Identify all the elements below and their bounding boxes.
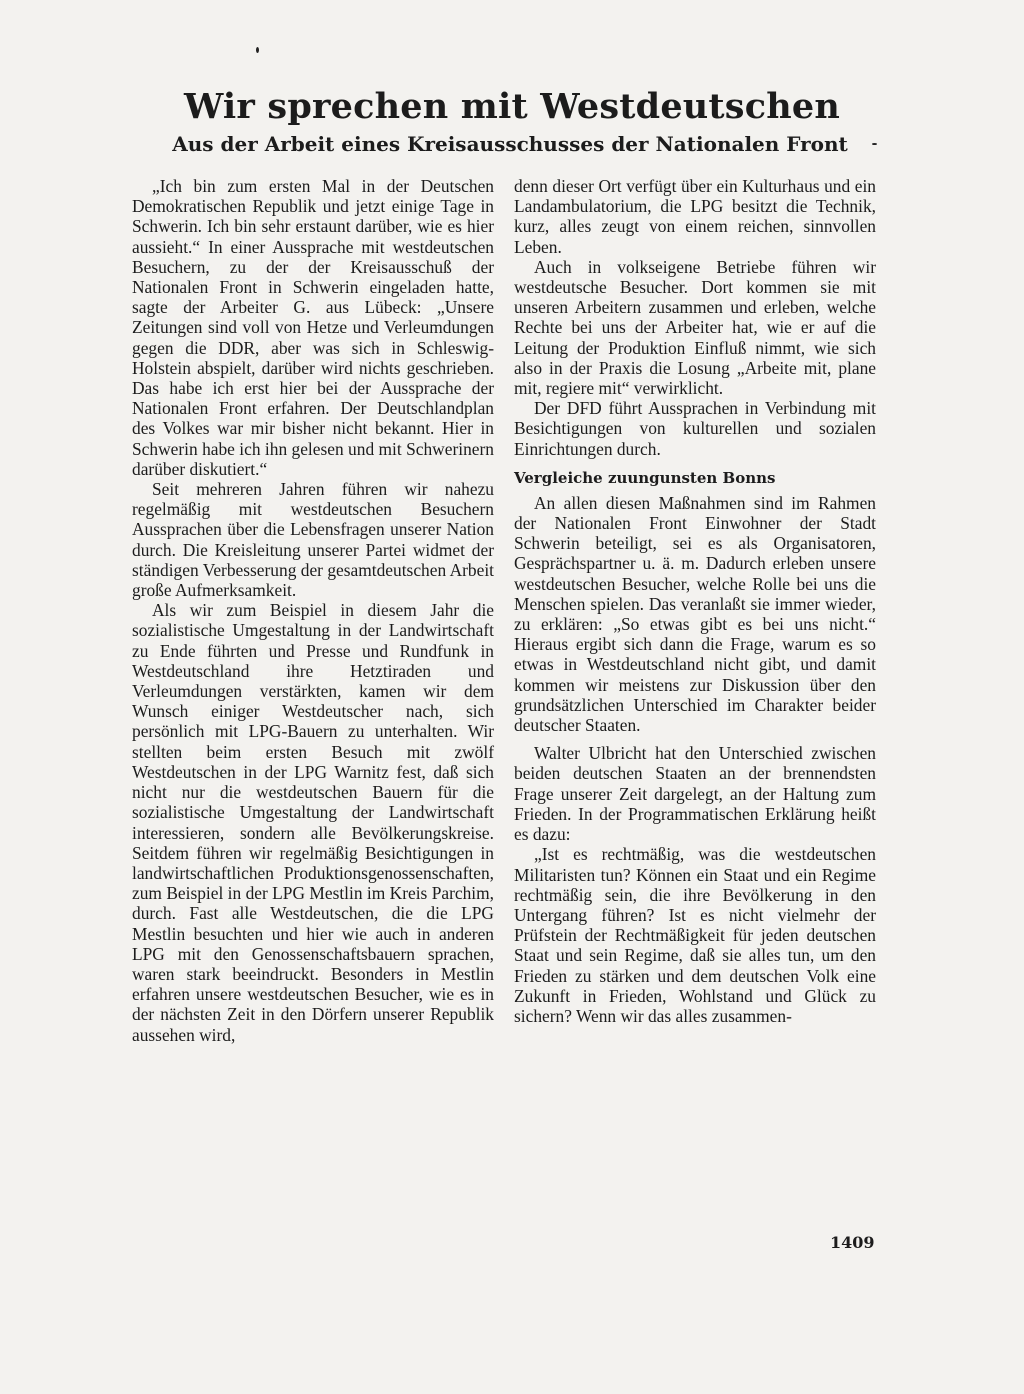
article-subtitle: Aus der Arbeit eines Kreisausschusses der Nationalen Front [172,132,848,156]
print-speck [872,143,877,145]
paragraph: „Ist es rechtmäßig, was die westdeutschen Militaristen tun? Können ein Staat und ein Regime rechtmäßig sein, die ihre Bevölkerung in den Untergang führen? Ist es nicht vielmehr der Prüfstein der Rechtmäßigkeit für jeden deutschen Staat und sein Regime, daß sie alles tun, um den Frieden zu stärken und dem deutschen Volk eine Zukunft in Frieden, Wohlstand und Glück zu sichern? Wenn wir das alles zusammen- [514,844,876,1026]
paragraph: Auch in volkseigene Betriebe führen wir westdeutsche Besucher. Dort kommen sie mit unseren Arbeitern zusammen und erleben, welche Rechte bei uns der Arbeiter hat, wie er auf die Leitung der Produktion Einfluß nimmt, wie sich also in der Praxis die Losung „Arbeite mit, plane mit, regiere mit“ verwirklicht. [514,256,876,399]
paragraph: An allen diesen Maßnahmen sind im Rahmen der Nationalen Front Einwohner der Stadt Schwerin beteiligt, sei es als Organisatoren, Gesprächspartner u. ä. m. Dadurch erleben unsere westdeutschen Besucher, welche Rolle bei uns die Menschen spielen. Das veranlaßt sie immer wieder, zu erklären: „So etwas gibt es bei uns nicht.“ Hieraus ergibt sich dann die Frage, warum es so etwas in Westdeutschland nicht gibt, und damit kommen wir meistens zur Diskussion über den grundsätzlichen Unterschied im Charakter beider deutscher Staaten. [514,492,876,736]
article-title: Wir sprechen mit Westdeutschen [184,86,840,127]
paragraph: Walter Ulbricht hat den Unterschied zwischen beiden deutschen Staaten an der brennendsten Frage unserer Zeit dargelegt, an der Haltung zum Frieden. In der Programmatischen Erklärung heißt es dazu: [514,743,876,845]
paragraph: „Ich bin zum ersten Mal in der Deutschen Demokratischen Republik und jetzt einige Tage in Schwerin. Ich bin sehr erstaunt darüber, wie es hier aussieht.“ In einer Aussprache mit westdeutschen Besuchern, zu der der Kreisausschuß der Nationalen Front in Schwerin eingeladen hatte, sagte der Arbeiter G. aus Lübeck: „Unsere Zeitungen sind voll von Hetze und Verleumdungen gegen die DDR, aber was sich in Schleswig-Holstein abspielt, darüber wird nichts geschrieben. Das habe ich erst hier bei der Aussprache der Nationalen Front erfahren. Der Deutschlandplan des Volkes war mir bisher nicht bekannt. Hier in Schwerin habe ich ihn gelesen und mit Schwerinern darüber diskutiert.“ [132,176,494,479]
paragraph: Der DFD führt Aussprachen in Verbindung mit Besichtigungen von kulturellen und sozialen Einrichtungen durch. [514,398,876,459]
paragraph: denn dieser Ort verfügt über ein Kulturhaus und ein Landambulatorium, die LPG besitzt die Technik, kurz, alles zeugt von einem reichen, sinnvollen Leben. [514,176,876,257]
paragraph: Als wir zum Beispiel in diesem Jahr die sozialistische Umgestaltung in der Landwirtschaft zu Ende führten und Presse und Rundfunk in Westdeutschland ihre Hetztiraden und Verleumdungen verstärkten, kamen wir dem Wunsch einiger Westdeutscher nach, sich persönlich mit LPG-Bauern zu unterhalten. Wir stellten beim ersten Besuch mit zwölf Westdeutschen in der LPG Warnitz fest, daß sich nicht nur die westdeutschen Bauern für die sozialistische Umgestaltung der Landwirtschaft interessieren, sondern alle Bevölkerungskreise. Seitdem führen wir regelmäßig Besichtigungen in landwirtschaftlichen Produktionsgenossenschaften, zum Beispiel in der LPG Mestlin im Kreis Parchim, durch. Fast alle Westdeutschen, die die LPG Mestlin besuchten und hier wie auch in anderen LPG mit den Genossenschaftsbauern sprachen, waren stark beeindruckt. Besonders in Mestlin erfahren unsere westdeutschen Besucher, wie es in der nächsten Zeit in den Dörfern unserer Republik aussehen wird, [132,600,494,1045]
section-heading: Vergleiche zuungunsten Bonns [514,468,776,487]
right-column [514,176,876,1026]
left-column [132,176,494,1045]
page-number: 1409 [830,1233,875,1252]
print-speck [256,47,259,53]
paragraph: Seit mehreren Jahren führen wir nahezu regelmäßig mit westdeutschen Besuchern Aussprachen über die Lebensfragen unserer Nation durch. Die Kreisleitung unserer Partei widmet der ständigen Verbesserung der gesamtdeutschen Arbeit große Aufmerksamkeit. [132,479,494,601]
